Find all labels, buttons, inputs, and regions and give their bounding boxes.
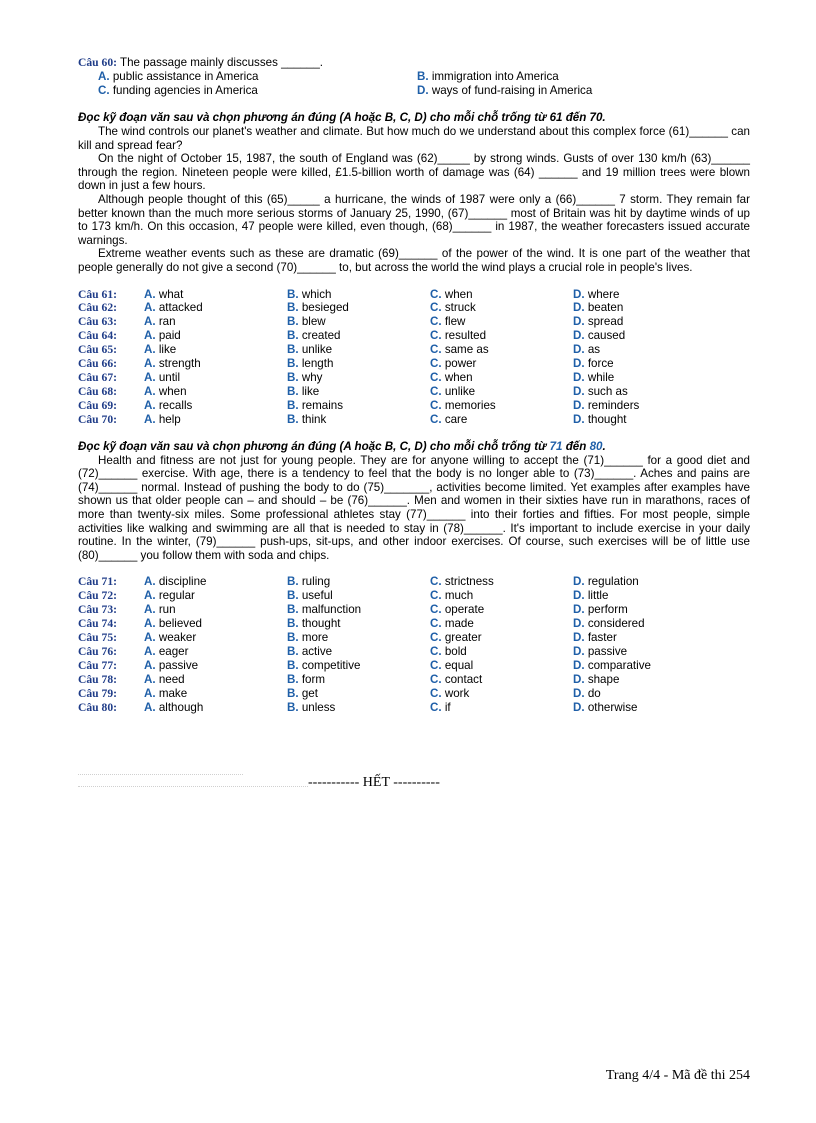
option-d[interactable]: D. beaten — [573, 301, 624, 315]
page-footer: Trang 4/4 - Mã đề thi 254 — [605, 1068, 750, 1083]
section-1-answers — [78, 288, 750, 427]
answer-row — [78, 357, 750, 371]
option-a[interactable]: A. when — [144, 384, 187, 398]
option-b[interactable]: B. unless — [287, 700, 336, 714]
option-d[interactable]: D. do — [573, 686, 601, 700]
option-b[interactable]: B. get — [287, 686, 318, 700]
question-label: Câu 73: — [78, 603, 117, 617]
option-c[interactable]: C. equal — [430, 658, 474, 672]
option-d[interactable]: D. caused — [573, 329, 626, 343]
option-c[interactable]: C. power — [430, 357, 477, 371]
option-b[interactable]: B. created — [287, 329, 341, 343]
question-label: Câu 74: — [78, 617, 117, 631]
option-a[interactable]: A. weaker — [144, 630, 197, 644]
dotted-divider — [78, 786, 308, 787]
answer-row — [78, 673, 750, 687]
option-d[interactable]: D. little — [573, 589, 609, 603]
option-c[interactable]: C. resulted — [430, 329, 487, 343]
answer-row — [78, 617, 750, 631]
option-d[interactable]: D. force — [573, 357, 614, 371]
option-b[interactable]: B. besieged — [287, 301, 349, 315]
dotted-divider — [78, 774, 243, 775]
option-c[interactable]: C. flew — [430, 315, 466, 329]
option-d[interactable]: D. perform — [573, 603, 628, 617]
answer-row — [78, 575, 750, 589]
option-a[interactable]: A. although — [144, 700, 204, 714]
option-b[interactable]: B. length — [287, 357, 334, 371]
option-b[interactable]: B. like — [287, 384, 320, 398]
option-c[interactable]: C. work — [430, 686, 470, 700]
question-label: Câu 61: — [78, 287, 117, 301]
option-a[interactable]: A. strength — [144, 357, 201, 371]
question-label: Câu 67: — [78, 370, 117, 384]
option-b[interactable]: B. immigration into America — [417, 70, 559, 83]
option-d[interactable]: D. otherwise — [573, 700, 638, 714]
option-a[interactable]: A. recalls — [144, 398, 193, 412]
option-d[interactable]: D. thought — [573, 412, 627, 426]
option-a[interactable]: A. discipline — [144, 575, 207, 589]
option-d[interactable]: D. where — [573, 287, 620, 301]
option-b[interactable]: B. which — [287, 287, 332, 301]
option-a[interactable]: A. regular — [144, 589, 195, 603]
option-a[interactable]: A. run — [144, 603, 176, 617]
option-a[interactable]: A. like — [144, 343, 177, 357]
question-label: Câu 69: — [78, 398, 117, 412]
option-d[interactable]: D. regulation — [573, 575, 639, 589]
option-b[interactable]: B. think — [287, 412, 327, 426]
option-b[interactable]: B. malfunction — [287, 603, 362, 617]
option-c[interactable]: C. strictness — [430, 575, 494, 589]
option-c[interactable]: C. if — [430, 700, 451, 714]
question-text: The passage mainly discusses ______. — [116, 56, 324, 69]
passage-1-paragraph: Extreme weather events such as these are dramatic (69)______ of the power of the wind. It is one part of the weather that people generally do not give a second (70)______ to, but across the world the wind plays a crucial role in people's lives. — [78, 247, 750, 274]
passage-1-paragraph: On the night of October 15, 1987, the south of England was (62)_____ by strong winds. Gusts of over 130 km/h (63)______ through the region. Nineteen people were killed, £1.5-billion worth of damage was (64) ______ and 19 million trees were blown down in just a few hours. — [78, 152, 750, 193]
option-b[interactable]: B. why — [287, 370, 323, 384]
answer-row — [78, 631, 750, 645]
question-label: Câu 60: — [78, 56, 117, 69]
question-label: Câu 70: — [78, 412, 117, 426]
option-a[interactable]: A. help — [144, 412, 181, 426]
question-60-stem — [78, 56, 750, 70]
option-a[interactable]: A. paid — [144, 329, 181, 343]
answer-row — [78, 343, 750, 357]
end-text: ----------- HẾT ---------- — [308, 775, 440, 790]
question-label: Câu 75: — [78, 630, 117, 644]
option-c[interactable]: C. care — [430, 412, 468, 426]
question-label: Câu 72: — [78, 589, 117, 603]
option-a[interactable]: A. eager — [144, 644, 189, 658]
answer-row — [78, 413, 750, 427]
answer-row — [78, 288, 750, 302]
question-label: Câu 77: — [78, 658, 117, 672]
passage-1-paragraph: The wind controls our planet's weather and climate. But how much do we understand about this complex force (61)______ can kill and spread fear? — [78, 125, 750, 152]
question-label: Câu 71: — [78, 575, 117, 589]
answer-row — [78, 399, 750, 413]
answer-row — [78, 603, 750, 617]
option-c[interactable]: C. when — [430, 370, 473, 384]
option-a[interactable]: A. public assistance in America — [98, 70, 259, 83]
option-b[interactable]: B. ruling — [287, 575, 331, 589]
option-a[interactable]: A. until — [144, 370, 181, 384]
question-label: Câu 79: — [78, 686, 117, 700]
option-c[interactable]: C. made — [430, 617, 474, 631]
exam-page — [78, 56, 750, 790]
section-2-instruction: Đọc kỹ đoạn văn sau và chọn phương án đúng (A hoặc B, C, D) cho mỗi chỗ trống từ 71 đến 80. — [78, 439, 606, 453]
option-c[interactable]: C. funding agencies in America — [98, 84, 258, 97]
option-b[interactable]: B. form — [287, 672, 326, 686]
option-c[interactable]: C. operate — [430, 603, 485, 617]
option-d[interactable]: D. shape — [573, 672, 620, 686]
answer-row — [78, 329, 750, 343]
option-a[interactable]: A. ran — [144, 315, 176, 329]
option-c[interactable]: C. greater — [430, 630, 482, 644]
option-d[interactable]: D. spread — [573, 315, 624, 329]
option-c[interactable]: C. same as — [430, 343, 489, 357]
answer-row — [78, 301, 750, 315]
option-d[interactable]: D. as — [573, 343, 601, 357]
question-60 — [78, 56, 750, 98]
option-c[interactable]: C. contact — [430, 672, 483, 686]
option-c[interactable]: C. much — [430, 589, 474, 603]
question-label: Câu 68: — [78, 384, 117, 398]
answer-row — [78, 659, 750, 673]
option-b[interactable]: B. useful — [287, 589, 333, 603]
section-1-instruction: Đọc kỹ đoạn văn sau và chọn phương án đúng (A hoặc B, C, D) cho mỗi chỗ trống từ 61 đến 70. — [78, 111, 606, 124]
option-b[interactable]: B. active — [287, 644, 333, 658]
passage-1-paragraph: Although people thought of this (65)_____ a hurricane, the winds of 1987 were only a (66)______ 7 storm. They remain far better known than the much more serious storms of January 25, 1990, (67)______ most of Britain was hit by daytime winds of up to 173 km/h. On this occasion, 47 people were killed, even though, (68)______ in 1987, the weather forecasters issued accurate warnings. — [78, 192, 750, 247]
answer-row — [78, 371, 750, 385]
answer-row — [78, 385, 750, 399]
question-label: Câu 66: — [78, 357, 117, 371]
answer-row — [78, 701, 750, 715]
option-a[interactable]: A. what — [144, 287, 184, 301]
question-60-options-row-2 — [78, 84, 750, 98]
section-2-answers — [78, 575, 750, 714]
question-label: Câu 63: — [78, 315, 117, 329]
option-b[interactable]: B. remains — [287, 398, 344, 412]
option-d[interactable]: D. ways of fund-raising in America — [417, 84, 593, 97]
option-b[interactable]: B. blew — [287, 315, 326, 329]
option-d[interactable]: D. passive — [573, 644, 628, 658]
answer-row — [78, 315, 750, 329]
option-c[interactable]: C. bold — [430, 644, 467, 658]
question-label: Câu 62: — [78, 301, 117, 315]
option-a[interactable]: A. make — [144, 686, 188, 700]
option-a[interactable]: A. believed — [144, 617, 203, 631]
option-d[interactable]: D. comparative — [573, 658, 651, 672]
option-d[interactable]: D. while — [573, 370, 615, 384]
option-d[interactable]: D. such as — [573, 384, 628, 398]
option-b[interactable]: B. thought — [287, 617, 341, 631]
answer-row — [78, 687, 750, 701]
option-b[interactable]: B. competitive — [287, 658, 361, 672]
option-b[interactable]: B. more — [287, 630, 329, 644]
question-label: Câu 65: — [78, 343, 117, 357]
question-60-options-row-1 — [78, 70, 750, 84]
option-c[interactable]: C. when — [430, 287, 473, 301]
option-a[interactable]: A. passive — [144, 658, 199, 672]
option-a[interactable]: A. need — [144, 672, 185, 686]
answer-row — [78, 645, 750, 659]
option-d[interactable]: D. reminders — [573, 398, 640, 412]
option-b[interactable]: B. unlike — [287, 343, 333, 357]
end-marker — [78, 774, 750, 794]
question-label: Câu 78: — [78, 672, 117, 686]
question-label: Câu 76: — [78, 644, 117, 658]
option-c[interactable]: C. struck — [430, 301, 476, 315]
option-d[interactable]: D. considered — [573, 617, 645, 631]
option-a[interactable]: A. attacked — [144, 301, 203, 315]
question-label: Câu 64: — [78, 329, 117, 343]
option-c[interactable]: C. memories — [430, 398, 496, 412]
passage-2-paragraph: Health and fitness are not just for young people. They are for anyone willing to accept the (71)______ for a good diet and (72)______ exercise. With age, there is a tendency to feel that the body is no longer able to (73)______. Aches and pains are (74)______ normal. Instead of pushing the body to do (75)_______, activities become limited. Yet examples after examples have shown us that older people can – and should – be (76)______. Men and women in their sixties have run in marathons, races of more than twenty-six miles. Some professional athletes stay (77)______ into their forties and fifties. For most people, simple activities like walking and swimming are all that is needed to stay in (78)______. It's important to include exercise in your daily routine. In the winter, (79)______ push-ups, sit-ups, and other indoor exercises. Of course, such exercises will be of little use (80)______ you follow them with soda and chips. — [78, 453, 750, 562]
option-c[interactable]: C. unlike — [430, 384, 476, 398]
question-label: Câu 80: — [78, 700, 117, 714]
option-d[interactable]: D. faster — [573, 630, 617, 644]
answer-row — [78, 589, 750, 603]
